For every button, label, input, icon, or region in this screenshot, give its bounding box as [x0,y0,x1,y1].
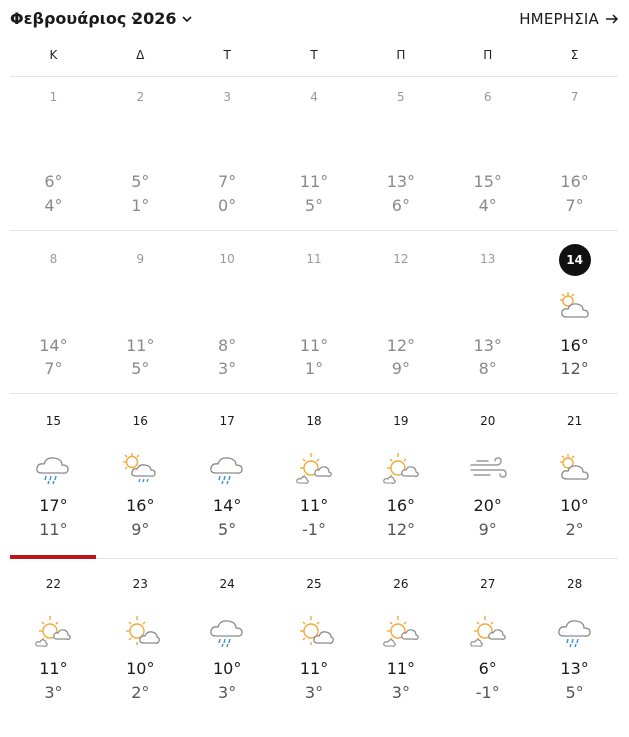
wind-icon [468,451,508,487]
weekday-label: Π [396,48,406,62]
divider [10,393,618,394]
sun-clouds-icon [468,614,508,650]
high-temperature: 11° [126,336,155,355]
high-temperature: 20° [473,496,502,515]
low-temperature: 4° [478,196,497,215]
day-number: 3 [223,90,231,104]
sun-clouds-icon [294,451,334,487]
high-temperature: 16° [560,336,589,355]
day-number: 2 [136,90,145,104]
low-temperature: 3° [304,683,324,702]
rain-cloud-icon [207,451,247,487]
day-number: 21 [566,414,583,428]
day-number: 16 [132,414,148,428]
low-temperature: 5° [218,520,237,539]
high-temperature: 15° [473,172,502,191]
high-temperature: 13° [386,172,416,191]
low-temperature: 7° [44,359,63,378]
day-cell[interactable] [10,577,97,737]
day-cell[interactable] [531,414,618,574]
high-temperature: 11° [299,172,329,191]
low-temperature: 9° [478,520,497,539]
day-cell[interactable] [184,577,271,737]
low-temperature: 9° [131,520,150,539]
high-temperature: 16° [126,496,155,515]
low-temperature: 7° [565,196,584,215]
day-cell[interactable] [271,577,358,737]
day-cell[interactable] [184,414,271,574]
high-temperature: 6° [478,659,497,678]
low-temperature: 1° [131,196,150,215]
day-cell[interactable] [97,90,184,250]
day-number: 5 [397,90,405,104]
divider [10,230,618,231]
chevron-down-icon [181,13,193,25]
day-number: 10 [219,252,235,266]
day-cell[interactable] [10,252,97,412]
sun-cloud-icon [120,614,160,650]
low-temperature: 0° [218,196,237,215]
sun-clouds-icon [381,451,421,487]
sun-clouds-icon [33,614,73,650]
month-label: Φεβρουάριος [10,9,127,28]
day-cell[interactable] [444,577,531,737]
high-temperature: 6° [44,172,63,191]
day-cell[interactable] [444,414,531,574]
day-cell[interactable] [531,252,618,412]
day-cell[interactable] [97,252,184,412]
day-cell[interactable] [531,90,618,250]
day-number: 13 [480,252,496,266]
day-number: 11 [306,252,322,266]
partly-cloudy-icon [555,289,595,325]
low-temperature: -1° [302,520,326,539]
high-temperature: 16° [560,172,589,191]
high-temperature: 11° [299,336,329,355]
day-cell[interactable] [97,577,184,737]
rain-cloud-icon [207,614,247,650]
weekday-label: Τ [310,48,318,62]
high-temperature: 16° [386,496,416,515]
low-temperature: 9° [391,359,410,378]
low-temperature: 5° [565,683,584,702]
day-cell[interactable] [271,414,358,574]
arrow-right-icon [605,13,619,25]
day-number: 15 [45,414,62,428]
selected-day-indicator [10,555,96,559]
calendar-week-row [10,252,618,412]
month-dropdown[interactable] [10,9,142,28]
day-cell[interactable] [357,577,444,737]
day-number: 12 [393,252,409,266]
daily-view-label: ΗΜΕΡΗΣΙΑ [519,10,599,28]
day-number: 7 [570,90,579,104]
rain-cloud-icon [555,614,595,650]
high-temperature: 13° [473,336,502,355]
low-temperature: 1° [304,359,324,378]
year-label: 2026 [132,9,177,28]
calendar-header [0,0,629,40]
day-cell[interactable] [271,252,358,412]
low-temperature: 3° [218,683,237,702]
day-cell[interactable] [10,414,97,574]
weekday-label: Δ [136,48,145,62]
low-temperature: 2° [131,683,150,702]
low-temperature: 3° [391,683,410,702]
high-temperature: 8° [218,336,237,355]
high-temperature: 5° [131,172,150,191]
day-cell[interactable] [97,414,184,574]
low-temperature: 12° [386,520,416,539]
high-temperature: 11° [299,496,329,515]
calendar-week-row [10,577,618,737]
day-number: 20 [480,414,496,428]
low-temperature: 11° [39,520,68,539]
high-temperature: 11° [39,659,68,678]
day-cell[interactable] [271,90,358,250]
day-number: 24 [219,577,235,591]
day-number: 4 [310,90,318,104]
day-cell[interactable] [357,414,444,574]
day-number: 1 [49,90,58,104]
day-cell[interactable] [531,577,618,737]
high-temperature: 11° [386,659,416,678]
day-number: 18 [306,414,322,428]
day-cell[interactable] [357,90,444,250]
low-temperature: 5° [304,196,324,215]
high-temperature: 14° [212,496,242,515]
low-temperature: -1° [475,683,500,702]
weekday-label: Κ [49,48,58,62]
low-temperature: 4° [44,196,63,215]
day-cell[interactable] [444,252,531,412]
high-temperature: 13° [560,659,589,678]
high-temperature: 10° [560,496,589,515]
day-number: 25 [306,577,322,591]
low-temperature: 3° [44,683,63,702]
day-number: 22 [45,577,62,591]
low-temperature: 8° [478,359,497,378]
year-dropdown[interactable] [132,9,193,28]
low-temperature: 6° [391,196,410,215]
day-cell[interactable] [184,252,271,412]
low-temperature: 3° [218,359,237,378]
today-badge: 14 [559,244,591,276]
low-temperature: 5° [131,359,150,378]
weekday-header-row [10,48,618,68]
day-number: 28 [566,577,583,591]
day-number: 9 [136,252,145,266]
daily-view-link[interactable] [519,10,619,28]
high-temperature: 10° [126,659,155,678]
day-number: 6 [483,90,492,104]
rain-cloud-icon [33,451,73,487]
day-number: 17 [219,414,235,428]
day-number: 23 [132,577,148,591]
high-temperature: 7° [218,172,237,191]
sun-cloud-icon [294,614,334,650]
high-temperature: 12° [386,336,416,355]
partly-cloudy-icon [555,451,595,487]
divider [10,558,618,559]
low-temperature: 2° [565,520,584,539]
high-temperature: 10° [212,659,242,678]
calendar-week-row [10,90,618,250]
day-cell[interactable] [184,90,271,250]
sun-clouds-icon [381,614,421,650]
divider [10,76,618,77]
weekday-label: Π [483,48,493,62]
sun-rain-cloud-icon [120,451,160,487]
day-cell[interactable] [357,252,444,412]
day-number: 26 [393,577,409,591]
day-number: 8 [49,252,58,266]
high-temperature: 17° [39,496,68,515]
day-number: 27 [480,577,496,591]
day-cell[interactable] [10,90,97,250]
high-temperature: 14° [39,336,68,355]
weekday-label: Σ [570,48,579,62]
day-number: 19 [393,414,409,428]
low-temperature: 12° [560,359,589,378]
weekday-label: Τ [223,48,231,62]
day-cell[interactable] [444,90,531,250]
high-temperature: 11° [299,659,329,678]
calendar-week-row [10,414,618,574]
